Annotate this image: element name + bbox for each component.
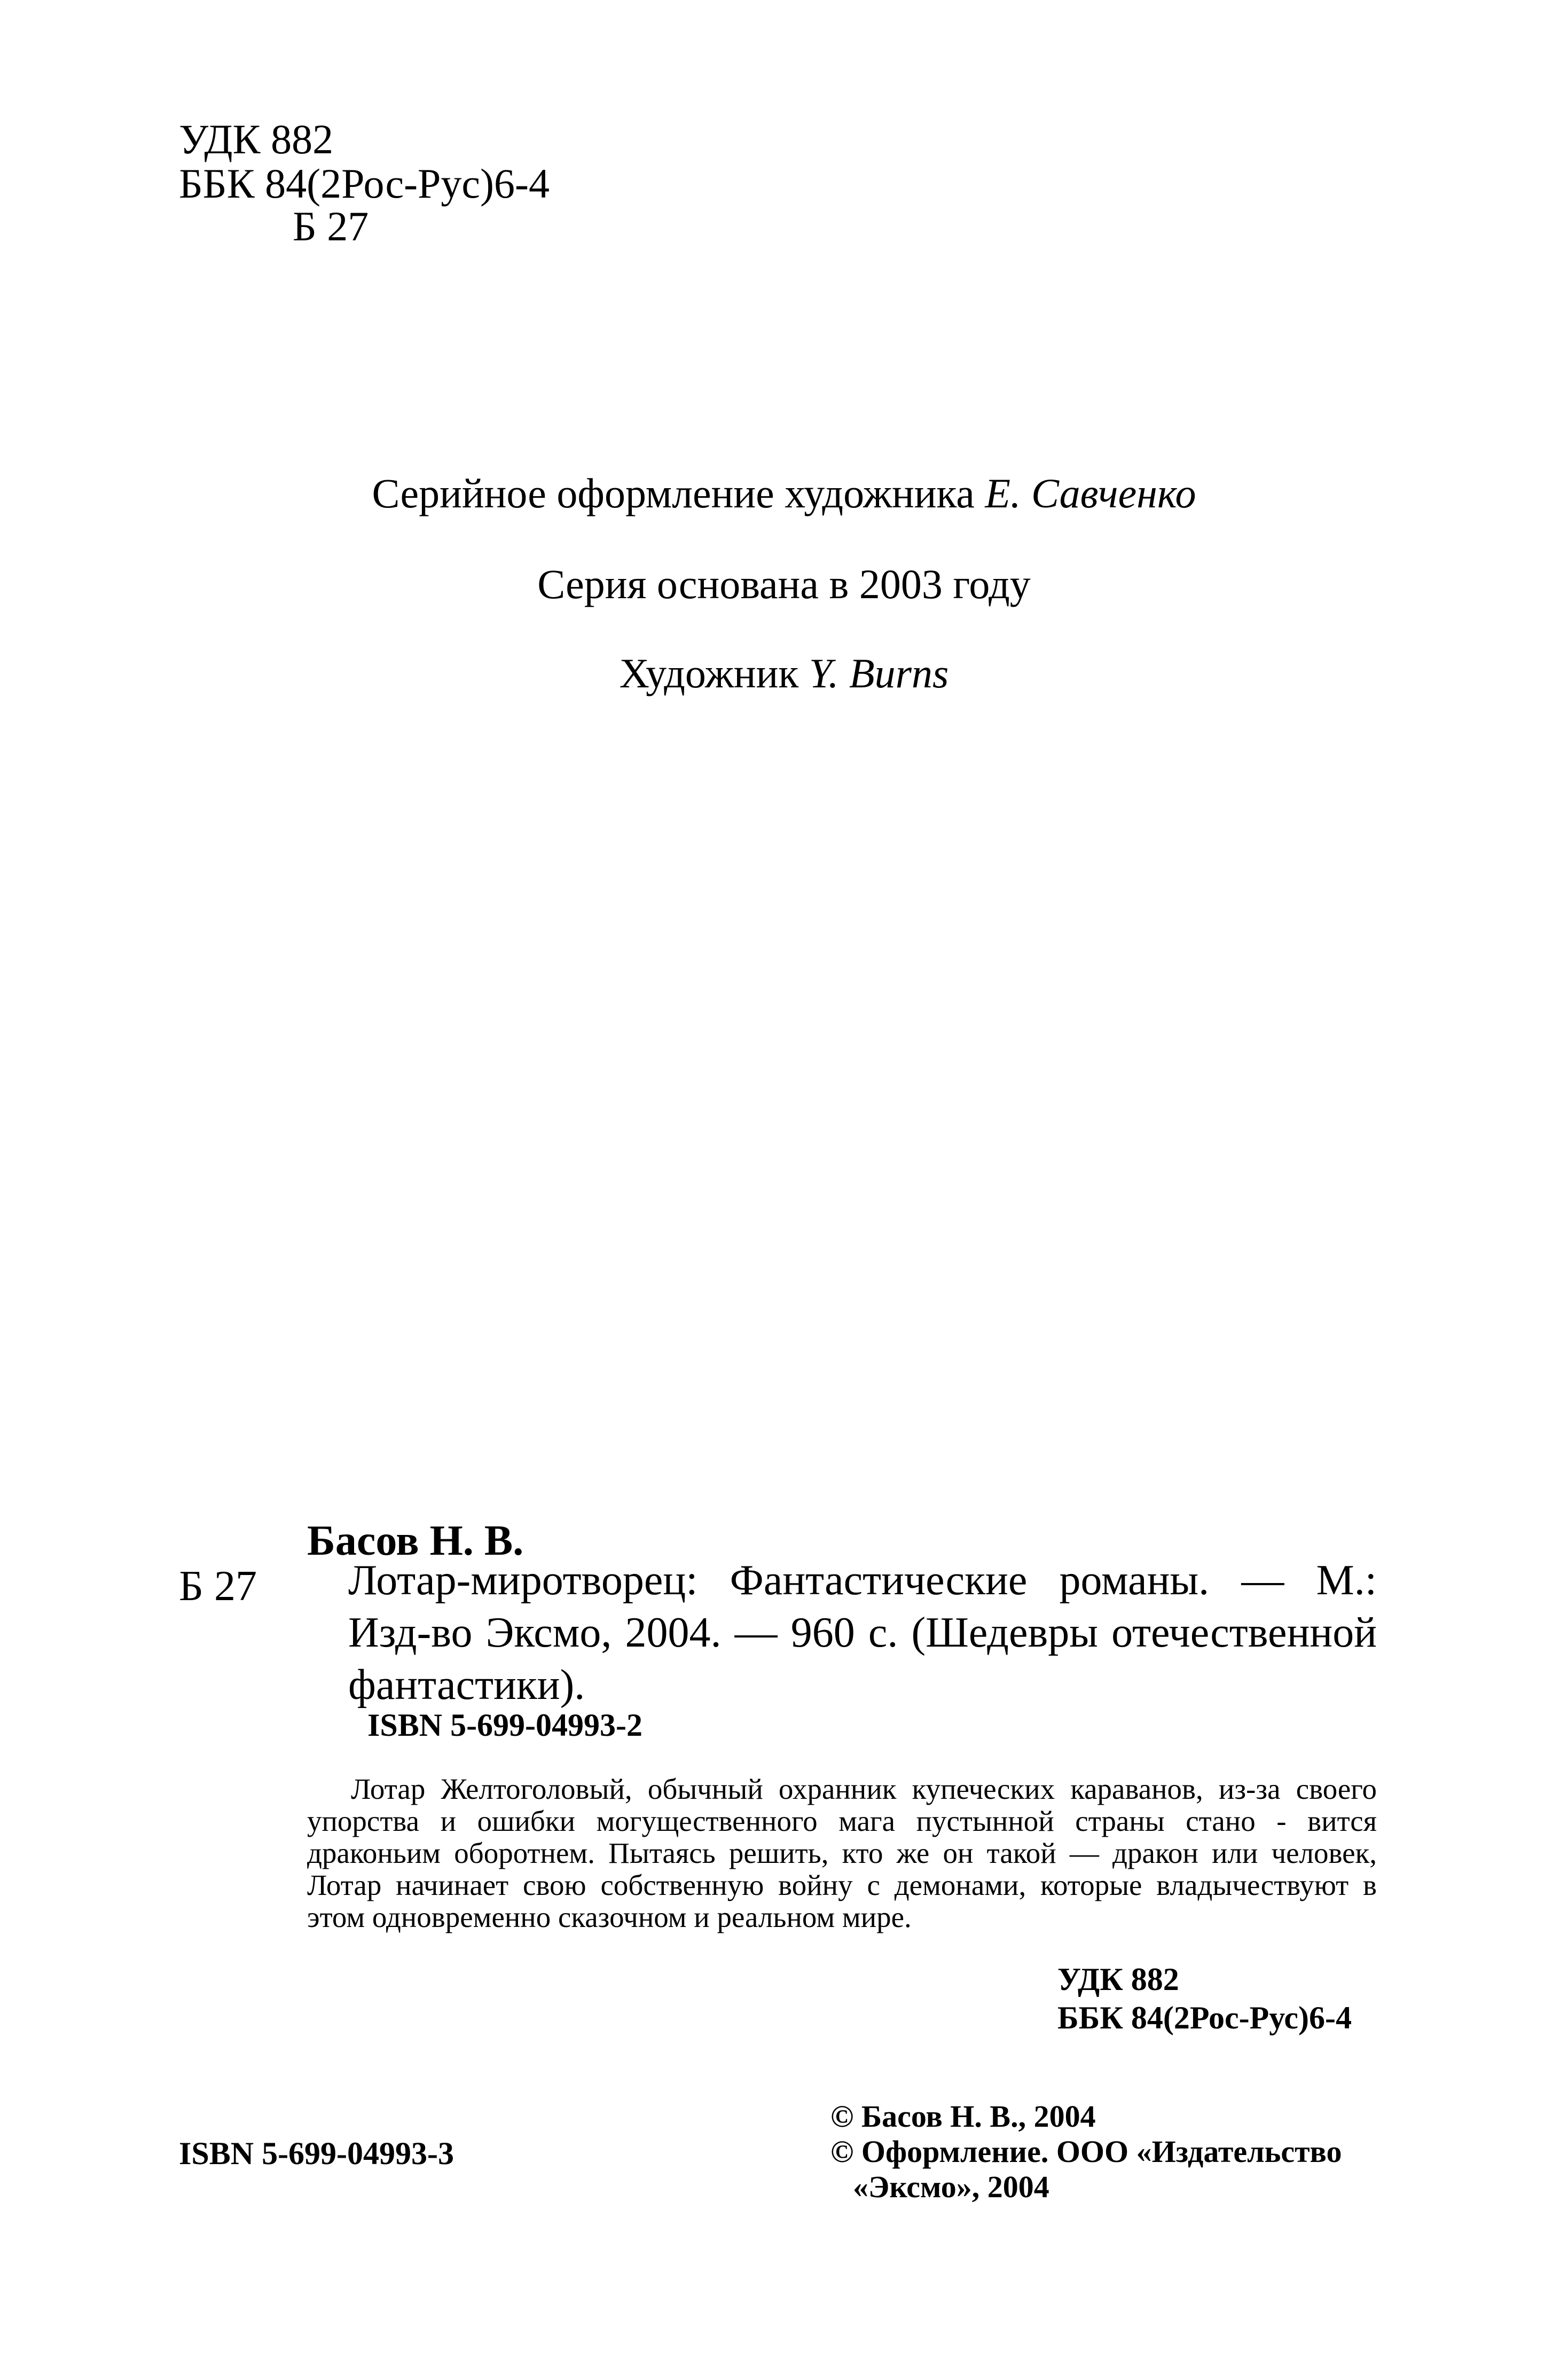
copyright-author: © Басов Н. В., 2004 [830, 2099, 1096, 2134]
bbk-code: ББК 84(2Рос-Рус)6-4 [179, 160, 550, 207]
copyright-design-line1: © Оформление. ООО «Издательство [830, 2134, 1342, 2169]
copyright-block [830, 2099, 1342, 2205]
entry-annotation: Лотар Желтоголовый, обычный охранник купеческих караванов, из-за своего упорства и ошибки могущественного мага пустынной страны стано - вится драконьим оборотнем. Пытаясь решить, кто же он такой — дракон или человек, Лотар начинает свою собственную войну с демонами, которые владычествуют в этом одновременно сказочном и реальном мире. [307, 1773, 1377, 1933]
series-founded: Серия основана в 2003 году [537, 561, 1031, 607]
udk-code: УДК 882 [179, 116, 334, 162]
author-sign-code: Б 27 [293, 203, 369, 249]
book-isbn: ISBN 5-699-04993-3 [179, 2136, 454, 2171]
artist-credit [0, 650, 1568, 696]
series-design-prefix: Серийное оформление художника [372, 470, 975, 516]
entry-author: Басов Н. В. [307, 1517, 524, 1564]
artist-prefix: Художник [619, 650, 799, 696]
entry-isbn: ISBN 5-699-04993-2 [367, 1707, 643, 1743]
entry-code: Б 27 [179, 1563, 257, 1610]
entry-description: Лотар-миротворец: Фантастические романы. — М.: Изд-во Эксмо, 2004. — 960 с. (Шедевры отечественной фантастики). [348, 1557, 1377, 1709]
series-design-credit [0, 470, 1568, 516]
series-design-artist: Е. Савченко [985, 470, 1196, 516]
udk-code-repeat: УДК 882 [1057, 1962, 1179, 1997]
copyright-design-line2: «Эксмо», 2004 [853, 2169, 1049, 2204]
classification-repeat [1057, 1960, 1352, 2037]
bbk-code-repeat: ББК 84(2Рос-Рус)6-4 [1057, 2000, 1352, 2035]
artist-name: Y. Burns [809, 650, 949, 696]
